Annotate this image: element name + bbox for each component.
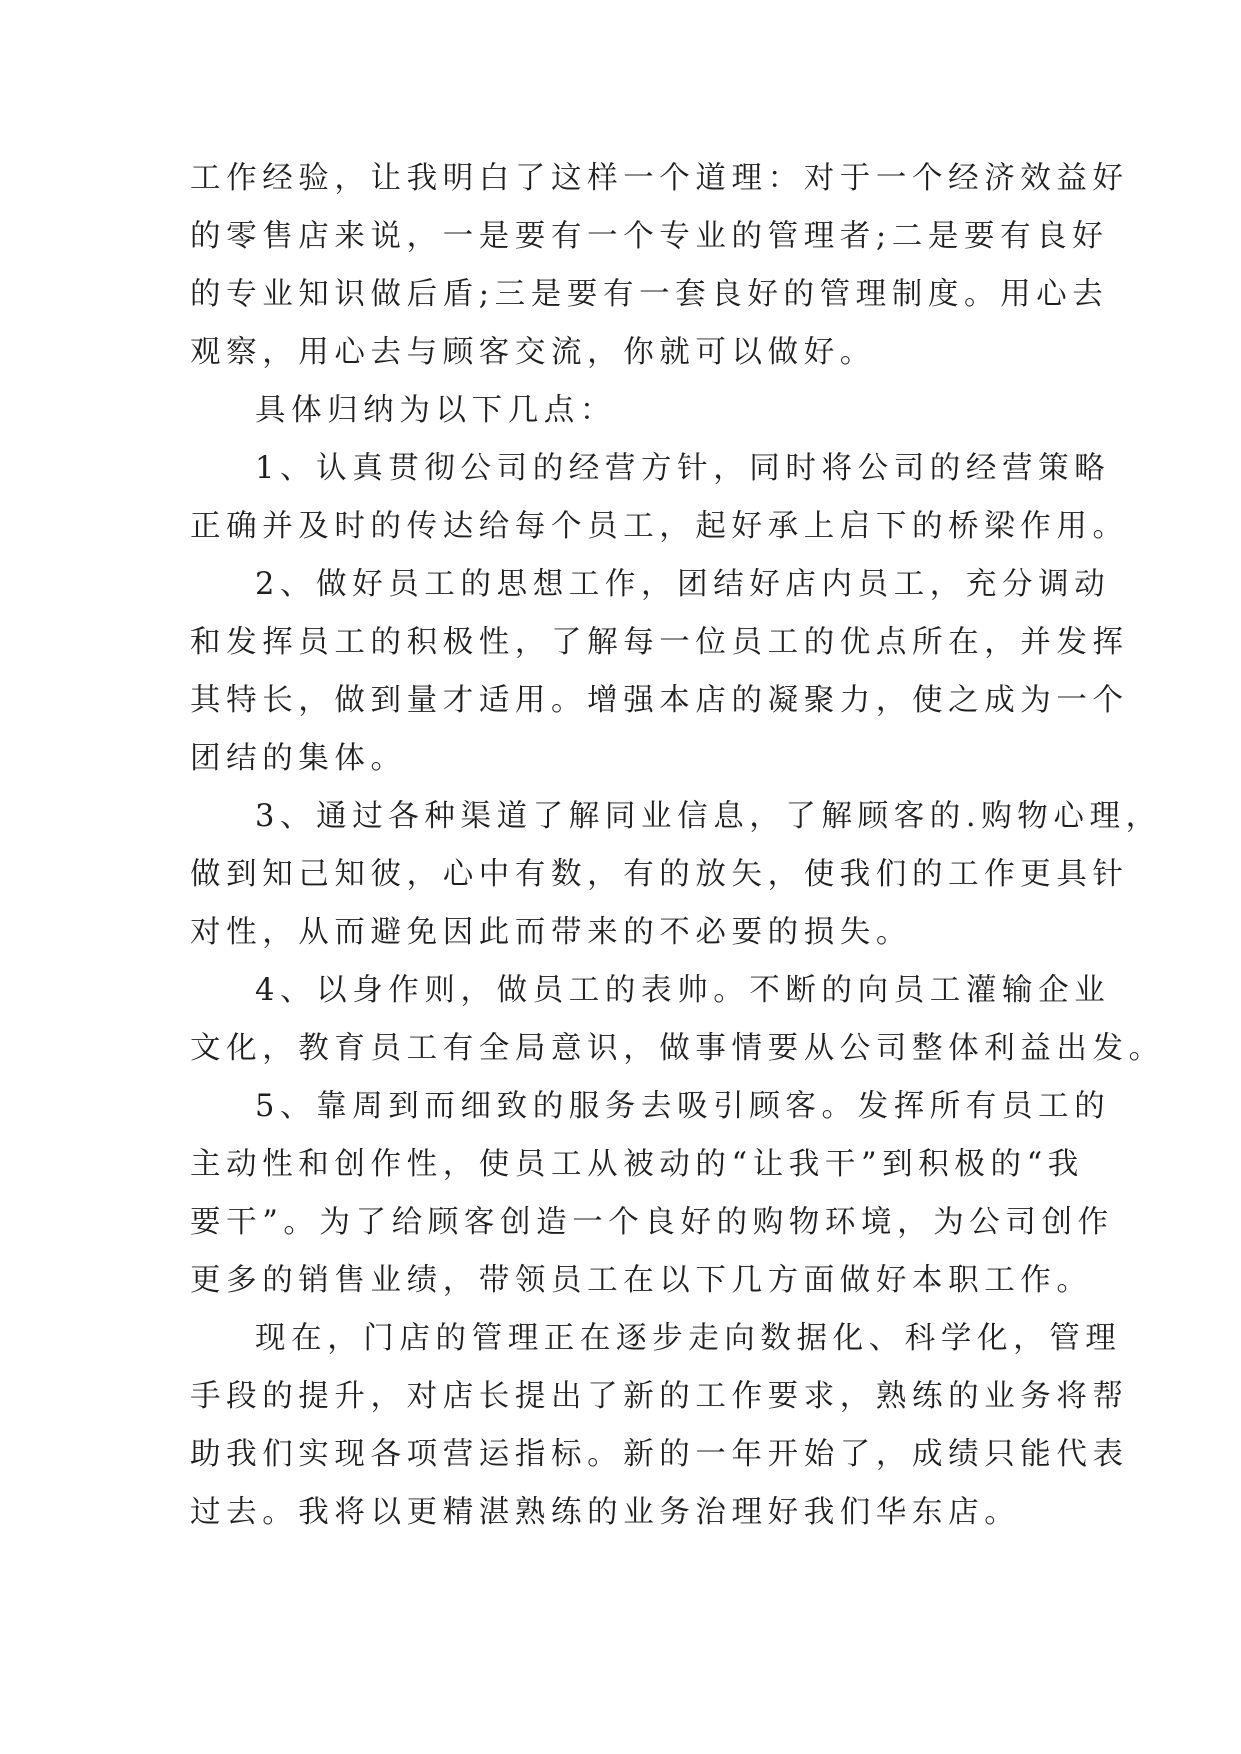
- list-item-4-line: 4、以身作则，做员工的表帅。不断的向员工灌输企业: [255, 973, 1111, 1008]
- text-line: 文化，教育员工有全局意识，做事情要从公司整体利益出发。: [190, 1031, 1165, 1066]
- text-line: 观察，用心去与顾客交流，你就可以做好。: [190, 335, 876, 370]
- text-line: 助我们实现各项营运指标。新的一年开始了，成绩只能代表: [190, 1437, 1129, 1472]
- list-item-1-line: 1、认真贯彻公司的经营方针，同时将公司的经营策略: [255, 451, 1111, 486]
- text-line: 主动性和创作性，使员工从被动的“让我干”到积极的“我: [190, 1147, 1084, 1182]
- text-line: 的专业知识做后盾;三是要有一套良好的管理制度。用心去: [190, 277, 1109, 312]
- list-item-2-line: 2、做好员工的思想工作，团结好店内员工，充分调动: [255, 567, 1111, 602]
- text-line: 团结的集体。: [190, 741, 407, 776]
- paragraph-heading: 具体归纳为以下几点：: [255, 393, 616, 428]
- text-line: 其特长，做到量才适用。增强本店的凝聚力，使之成为一个: [190, 683, 1129, 718]
- text-line: 和发挥员工的积极性，了解每一位员工的优点所在，并发挥: [190, 625, 1129, 660]
- text-line: 更多的销售业绩，带领员工在以下几方面做好本职工作。: [190, 1263, 1093, 1298]
- text-line: 要干”。为了给顾客创造一个良好的购物环境，为公司创作: [190, 1205, 1114, 1240]
- list-item-3-line: 3、通过各种渠道了解同业信息，了解顾客的.购物心理，: [255, 799, 1162, 834]
- document-body: [190, 150, 1165, 1542]
- text-line: 对性，从而避免因此而带来的不必要的损失。: [190, 915, 912, 950]
- text-line: 手段的提升，对店长提出了新的工作要求，熟练的业务将帮: [190, 1379, 1129, 1414]
- text-line: 的零售店来说，一是要有一个专业的管理者;二是要有良好: [190, 219, 1109, 254]
- closing-paragraph-line: 现在，门店的管理正在逐步走向数据化、科学化，管理: [255, 1321, 1122, 1356]
- list-item-5-line: 5、靠周到而细致的服务去吸引顾客。发挥所有员工的: [255, 1089, 1111, 1124]
- text-line: 工作经验，让我明白了这样一个道理：对于一个经济效益好: [190, 161, 1129, 196]
- text-line: 做到知己知彼，心中有数，有的放矢，使我们的工作更具针: [190, 857, 1129, 892]
- text-line: 正确并及时的传达给每个员工，起好承上启下的桥梁作用。: [190, 509, 1129, 544]
- text-line: 过去。我将以更精湛熟练的业务治理好我们华东店。: [190, 1495, 1021, 1530]
